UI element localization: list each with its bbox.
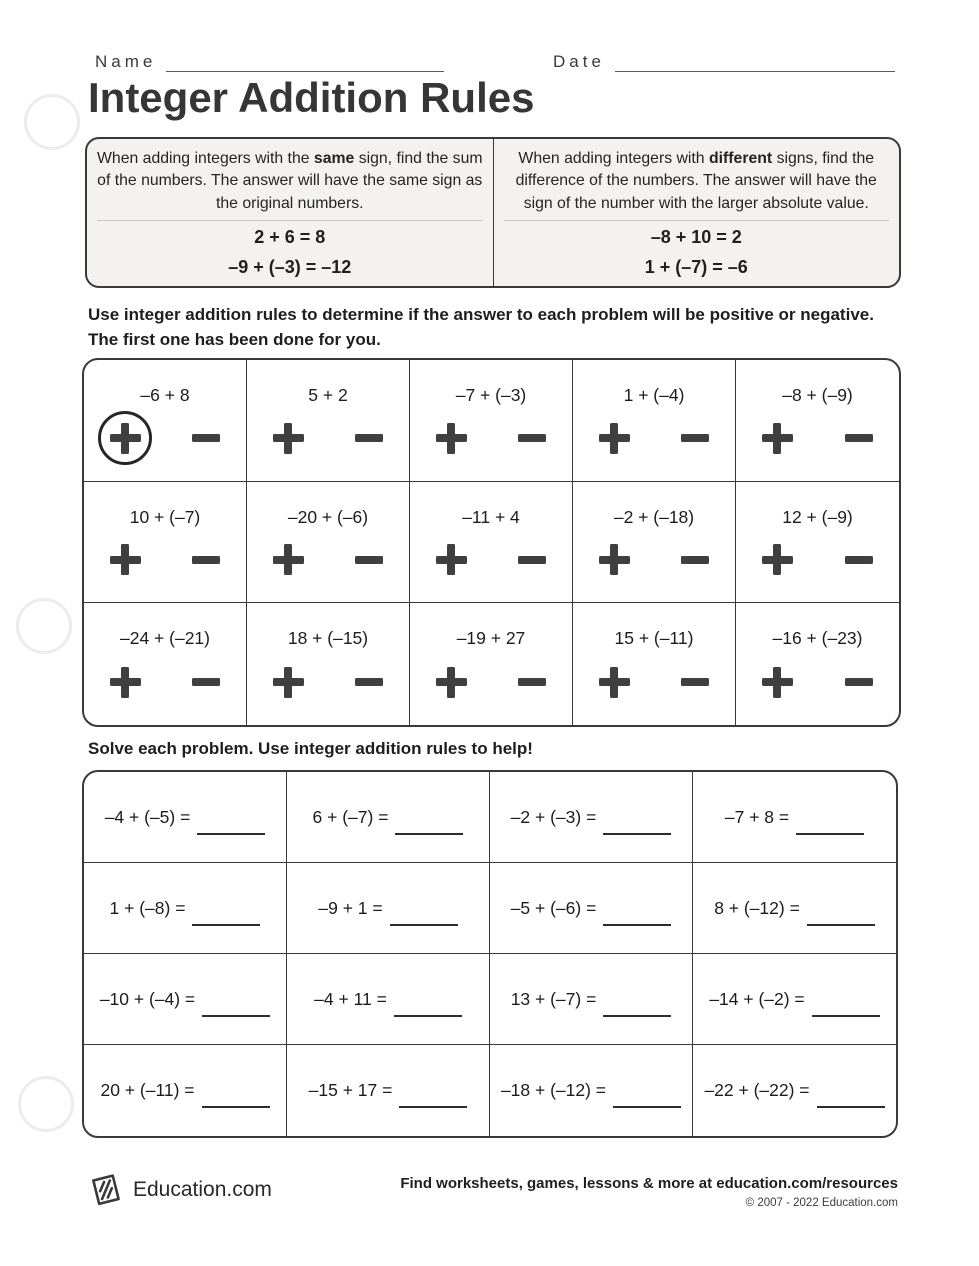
same-sign-rule-text: When adding integers with the same sign, find the sum of the numbers. The answer will have the same sign as the original numbers. bbox=[97, 150, 483, 212]
problem-expression: 20 + (–11) = bbox=[100, 1080, 195, 1100]
minus-choice[interactable] bbox=[681, 678, 709, 686]
solve-problem-cell bbox=[287, 863, 490, 954]
sign-problem-cell bbox=[410, 603, 573, 725]
plus-choice[interactable] bbox=[261, 655, 315, 709]
answer-blank[interactable] bbox=[192, 905, 260, 926]
section1-instructions: Use integer addition rules to determine if the answer to each problem will be positive or negative. The first one has been done for you. bbox=[88, 305, 874, 349]
answer-blank[interactable] bbox=[202, 1087, 270, 1108]
plus-icon bbox=[273, 544, 304, 575]
answer-blank[interactable] bbox=[395, 814, 463, 835]
answer-blank[interactable] bbox=[197, 814, 265, 835]
minus-choice[interactable] bbox=[355, 678, 383, 686]
sign-choices bbox=[410, 649, 572, 725]
minus-choice[interactable] bbox=[845, 434, 873, 442]
plus-icon bbox=[599, 423, 630, 454]
minus-choice[interactable] bbox=[681, 556, 709, 564]
problem-expression: –20 + (–6) bbox=[287, 506, 369, 527]
solve-problem-cell bbox=[693, 772, 896, 863]
problem-expression: 12 + (–9) bbox=[782, 506, 853, 527]
problem-expression: 8 + (–12) = bbox=[714, 897, 800, 918]
problem-expression: 18 + (–15) bbox=[287, 628, 369, 649]
sign-choices bbox=[247, 528, 409, 603]
date-blank-line[interactable] bbox=[615, 52, 895, 72]
problem-expression: 1 + (–4) bbox=[623, 385, 685, 405]
plus-choice[interactable] bbox=[261, 533, 315, 587]
sign-choices bbox=[736, 649, 899, 725]
solve-grid bbox=[82, 770, 898, 1138]
brand-name: Education.com bbox=[133, 1178, 272, 1201]
solve-problem-cell bbox=[287, 1045, 490, 1136]
date-field bbox=[553, 52, 895, 72]
problem-expression: 5 + 2 bbox=[308, 385, 348, 405]
problem-expression: –10 + (–4) = bbox=[99, 988, 196, 1009]
answer-blank[interactable] bbox=[202, 996, 270, 1017]
sign-problem-cell bbox=[410, 360, 573, 482]
problem-expression: –2 + (–18) bbox=[613, 506, 695, 527]
plus-choice[interactable] bbox=[587, 655, 641, 709]
same-sign-rule bbox=[87, 139, 493, 286]
sign-choices bbox=[410, 406, 572, 481]
problem-expression: –6 + 8 bbox=[140, 385, 190, 405]
plus-icon bbox=[436, 667, 467, 698]
minus-choice[interactable] bbox=[192, 556, 220, 564]
solve-problem-cell bbox=[693, 863, 896, 954]
plus-icon bbox=[599, 667, 630, 698]
sign-problem-cell bbox=[573, 482, 736, 604]
footer-info bbox=[400, 1175, 898, 1209]
problem-expression: –7 + 8 = bbox=[724, 806, 790, 827]
different-sign-rule-text: When adding integers with different signs, find the difference of the numbers. The answer will have the sign of the number with the larger absolute value. bbox=[515, 150, 877, 212]
minus-choice[interactable] bbox=[518, 434, 546, 442]
solve-problem-cell bbox=[84, 772, 287, 863]
name-blank-line[interactable] bbox=[166, 52, 444, 72]
minus-choice[interactable] bbox=[192, 678, 220, 686]
minus-choice[interactable] bbox=[845, 678, 873, 686]
different-sign-rule bbox=[493, 139, 900, 286]
plus-choice[interactable] bbox=[424, 411, 478, 465]
rules-box bbox=[85, 137, 901, 288]
problem-expression: –15 + 17 = bbox=[308, 1080, 393, 1100]
name-label: Name bbox=[95, 52, 157, 71]
plus-choice[interactable] bbox=[98, 533, 152, 587]
sign-problem-cell bbox=[84, 603, 247, 725]
minus-choice[interactable] bbox=[845, 556, 873, 564]
solve-problem-cell bbox=[490, 863, 693, 954]
problem-expression: –4 + 11 = bbox=[314, 988, 387, 1009]
solve-problem-cell bbox=[490, 954, 693, 1045]
sign-choices bbox=[736, 406, 899, 481]
minus-choice[interactable] bbox=[681, 434, 709, 442]
page-title: Integer Addition Rules bbox=[88, 74, 535, 121]
plus-icon bbox=[762, 423, 793, 454]
minus-choice[interactable] bbox=[192, 434, 220, 442]
plus-choice[interactable] bbox=[424, 655, 478, 709]
footer-brand bbox=[84, 1168, 272, 1212]
rule-example: 1 + (–7) = –6 bbox=[644, 257, 748, 278]
minus-choice[interactable] bbox=[355, 434, 383, 442]
answer-blank[interactable] bbox=[817, 1087, 885, 1108]
sign-choices bbox=[573, 528, 735, 603]
scan-hole-artifact bbox=[16, 598, 72, 654]
problem-expression: –2 + (–3) = bbox=[510, 806, 597, 827]
scan-hole-artifact bbox=[18, 1076, 74, 1132]
sign-problem-cell bbox=[736, 603, 899, 725]
different-sign-examples bbox=[504, 220, 890, 278]
solve-problem-cell bbox=[490, 1045, 693, 1136]
plus-choice[interactable] bbox=[750, 411, 804, 465]
solve-problem-cell bbox=[693, 1045, 896, 1136]
answer-blank[interactable] bbox=[812, 996, 880, 1017]
answer-blank[interactable] bbox=[390, 905, 458, 926]
problem-expression: 6 + (–7) = bbox=[312, 806, 389, 827]
rule-example: –8 + 10 = 2 bbox=[650, 227, 742, 248]
minus-choice[interactable] bbox=[518, 556, 546, 564]
sign-choices bbox=[736, 528, 899, 603]
plus-icon bbox=[762, 544, 793, 575]
problem-expression: –14 + (–2) = bbox=[709, 988, 805, 1009]
education-logo-icon bbox=[84, 1168, 126, 1212]
plus-choice[interactable] bbox=[424, 533, 478, 587]
footer-tagline: Find worksheets, games, lessons & more at education.com/resources bbox=[400, 1175, 898, 1192]
solve-problem-cell bbox=[287, 954, 490, 1045]
answer-blank[interactable] bbox=[394, 996, 462, 1017]
answer-blank[interactable] bbox=[807, 905, 875, 926]
rule-example: 2 + 6 = 8 bbox=[254, 227, 326, 248]
answer-blank[interactable] bbox=[603, 905, 671, 926]
section2-instructions: Solve each problem. Use integer addition rules to help! bbox=[88, 739, 533, 758]
solve-problem-cell bbox=[693, 954, 896, 1045]
plus-choice-selected[interactable] bbox=[98, 411, 152, 465]
sign-choices bbox=[84, 649, 246, 725]
sign-choices bbox=[410, 528, 572, 603]
plus-icon bbox=[599, 544, 630, 575]
plus-choice[interactable] bbox=[261, 411, 315, 465]
problem-expression: –22 + (–22) = bbox=[704, 1080, 810, 1100]
plus-icon bbox=[762, 667, 793, 698]
problem-expression: –8 + (–9) bbox=[782, 385, 853, 405]
sign-problem-cell bbox=[573, 360, 736, 482]
sign-problem-cell bbox=[247, 603, 410, 725]
scan-hole-artifact bbox=[24, 94, 80, 150]
solve-problem-cell bbox=[84, 863, 287, 954]
plus-choice[interactable] bbox=[98, 655, 152, 709]
plus-choice[interactable] bbox=[750, 533, 804, 587]
plus-icon bbox=[110, 544, 141, 575]
sign-choices bbox=[84, 528, 246, 603]
problem-expression: –18 + (–12) = bbox=[500, 1080, 607, 1100]
problem-expression: –19 + 27 bbox=[456, 628, 526, 649]
sign-problem-cell bbox=[573, 603, 736, 725]
sign-choices bbox=[573, 406, 735, 481]
same-sign-examples bbox=[97, 220, 483, 278]
plus-icon bbox=[110, 667, 141, 698]
answer-blank[interactable] bbox=[399, 1087, 467, 1108]
plus-icon bbox=[273, 667, 304, 698]
sign-problem-cell bbox=[84, 360, 247, 482]
solve-problem-cell bbox=[287, 772, 490, 863]
problem-expression: –9 + 1 = bbox=[318, 897, 383, 918]
plus-choice[interactable] bbox=[587, 533, 641, 587]
plus-icon bbox=[273, 423, 304, 454]
plus-choice[interactable] bbox=[750, 655, 804, 709]
footer-copyright: © 2007 - 2022 Education.com bbox=[745, 1197, 898, 1209]
sign-problem-cell bbox=[247, 482, 410, 604]
problem-expression: 10 + (–7) bbox=[129, 506, 201, 527]
answer-blank[interactable] bbox=[603, 814, 671, 835]
problem-expression: –11 + 4 bbox=[462, 506, 520, 527]
plus-icon bbox=[110, 423, 141, 454]
sign-problem-cell bbox=[247, 360, 410, 482]
problem-expression: –5 + (–6) = bbox=[510, 897, 597, 918]
plus-choice[interactable] bbox=[587, 411, 641, 465]
sign-choices bbox=[247, 649, 409, 725]
problem-expression: –7 + (–3) bbox=[455, 385, 527, 405]
answer-blank[interactable] bbox=[613, 1087, 681, 1108]
sign-problem-cell bbox=[410, 482, 573, 604]
answer-blank[interactable] bbox=[796, 814, 864, 835]
solve-problem-cell bbox=[84, 1045, 287, 1136]
plus-icon bbox=[436, 423, 467, 454]
solve-problem-cell bbox=[490, 772, 693, 863]
date-label: Date bbox=[553, 52, 605, 71]
problem-expression: –16 + (–23) bbox=[772, 628, 863, 649]
sign-choices bbox=[247, 406, 409, 481]
sign-problem-cell bbox=[736, 482, 899, 604]
name-field bbox=[95, 52, 444, 72]
minus-choice[interactable] bbox=[518, 678, 546, 686]
problem-expression: 1 + (–8) = bbox=[109, 897, 186, 918]
problem-expression: –4 + (–5) = bbox=[104, 806, 191, 827]
plus-icon bbox=[436, 544, 467, 575]
minus-choice[interactable] bbox=[355, 556, 383, 564]
solve-problem-cell bbox=[84, 954, 287, 1045]
sign-grid bbox=[82, 358, 901, 727]
sign-choices bbox=[84, 406, 246, 481]
problem-expression: –24 + (–21) bbox=[120, 628, 210, 649]
problem-expression: 13 + (–7) = bbox=[510, 988, 597, 1009]
problem-expression: 15 + (–11) bbox=[614, 628, 694, 649]
sign-problem-cell bbox=[736, 360, 899, 482]
sign-problem-cell bbox=[84, 482, 247, 604]
sign-choices bbox=[573, 649, 735, 725]
rule-example: –9 + (–3) = –12 bbox=[228, 257, 352, 278]
answer-blank[interactable] bbox=[603, 996, 671, 1017]
